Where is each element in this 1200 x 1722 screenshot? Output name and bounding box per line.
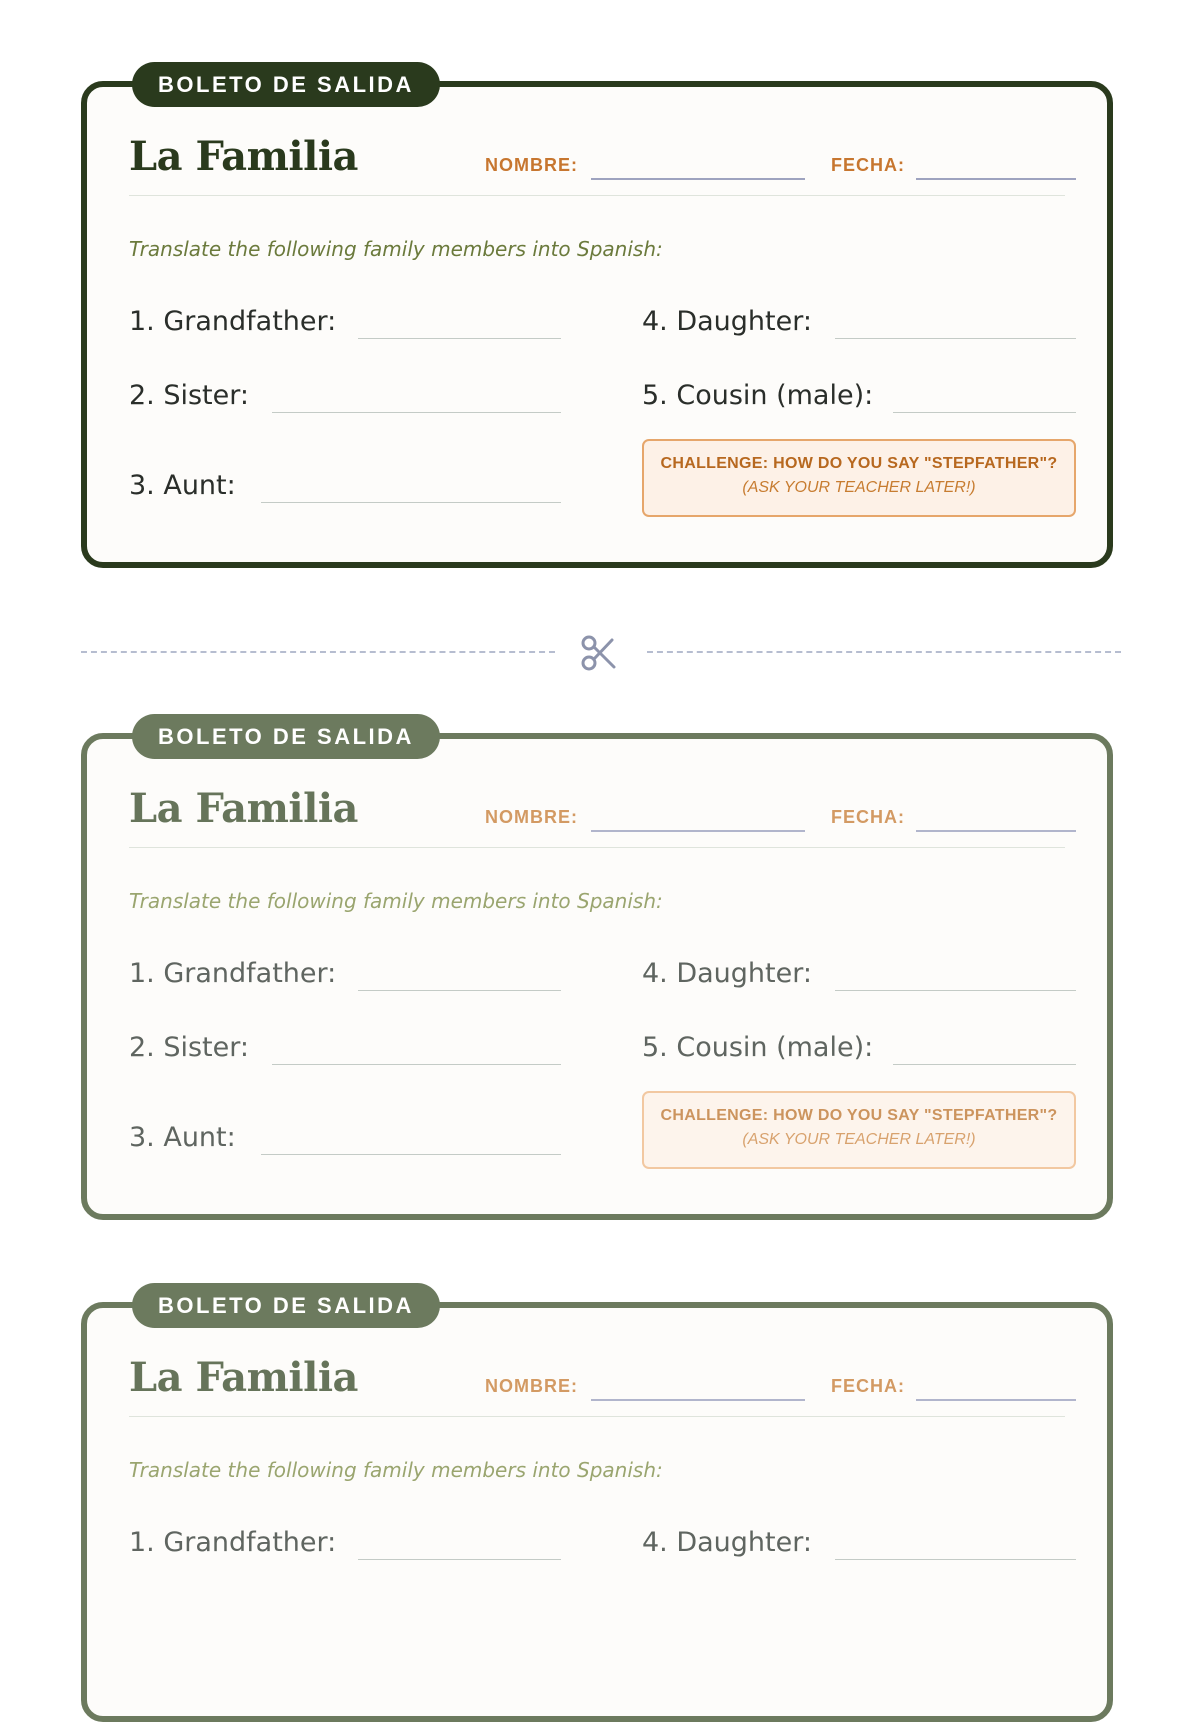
instructions: Translate the following family members into Spanish: (129, 237, 663, 261)
answer-line[interactable] (835, 338, 1076, 339)
name-field[interactable] (591, 1399, 805, 1401)
question-label: 2. Sister: (129, 1032, 249, 1063)
question-label: 2. Sister: (129, 380, 249, 411)
ticket-title: La Familia (129, 1354, 358, 1401)
question-label: 4. Daughter: (642, 306, 812, 337)
name-label: NOMBRE: (485, 155, 578, 175)
name-label: NOMBRE: (485, 1376, 578, 1396)
ticket-tab: BOLETO DE SALIDA (132, 62, 440, 107)
answer-line[interactable] (835, 990, 1076, 991)
exit-ticket-3 (81, 1293, 1113, 1722)
date-label: FECHA: (831, 807, 905, 827)
answer-line[interactable] (272, 1064, 561, 1065)
question-label: 1. Grandfather: (129, 306, 337, 337)
answer-line[interactable] (358, 338, 561, 339)
question-label: 1. Grandfather: (129, 958, 337, 989)
name-field[interactable] (591, 178, 805, 180)
cut-line-left (81, 651, 555, 653)
name-label: NOMBRE: (485, 807, 578, 827)
answer-line[interactable] (893, 412, 1076, 413)
instructions: Translate the following family members into Spanish: (129, 889, 663, 913)
date-label: FECHA: (831, 155, 905, 175)
challenge-box (642, 439, 1076, 517)
question-label: 1. Grandfather: (129, 1527, 337, 1558)
exit-ticket-2 (81, 724, 1113, 1220)
answer-line[interactable] (358, 1559, 561, 1560)
question-label: 5. Cousin (male): (642, 380, 874, 411)
answer-line[interactable] (893, 1064, 1076, 1065)
instructions: Translate the following family members into Spanish: (129, 1458, 663, 1482)
ticket-tab: BOLETO DE SALIDA (132, 714, 440, 759)
date-field[interactable] (916, 178, 1076, 180)
date-label: FECHA: (831, 1376, 905, 1396)
answer-line[interactable] (261, 1154, 561, 1155)
answer-line[interactable] (835, 1559, 1076, 1560)
exit-ticket-1 (81, 72, 1113, 568)
scissors-icon (580, 634, 618, 672)
question-label: 5. Cousin (male): (642, 1032, 874, 1063)
ticket-title: La Familia (129, 133, 358, 180)
ticket-header (129, 1352, 1065, 1417)
answer-line[interactable] (261, 502, 561, 503)
question-label: 3. Aunt: (129, 1122, 236, 1153)
question-label: 4. Daughter: (642, 1527, 812, 1558)
question-label: 3. Aunt: (129, 470, 236, 501)
answer-line[interactable] (358, 990, 561, 991)
ticket-tab: BOLETO DE SALIDA (132, 1283, 440, 1328)
challenge-box (642, 1091, 1076, 1169)
ticket-title: La Familia (129, 785, 358, 832)
challenge-text: CHALLENGE: HOW DO YOU SAY "STEPFATHER"? (660, 1107, 1058, 1124)
ticket-header (129, 783, 1065, 848)
question-label: 4. Daughter: (642, 958, 812, 989)
date-field[interactable] (916, 830, 1076, 832)
name-field[interactable] (591, 830, 805, 832)
cut-line-right (647, 651, 1121, 653)
answer-line[interactable] (272, 412, 561, 413)
date-field[interactable] (916, 1399, 1076, 1401)
challenge-note: (ASK YOUR TEACHER LATER!) (742, 1131, 976, 1148)
challenge-text: CHALLENGE: HOW DO YOU SAY "STEPFATHER"? (660, 455, 1058, 472)
ticket-header (129, 131, 1065, 196)
challenge-note: (ASK YOUR TEACHER LATER!) (742, 479, 976, 496)
